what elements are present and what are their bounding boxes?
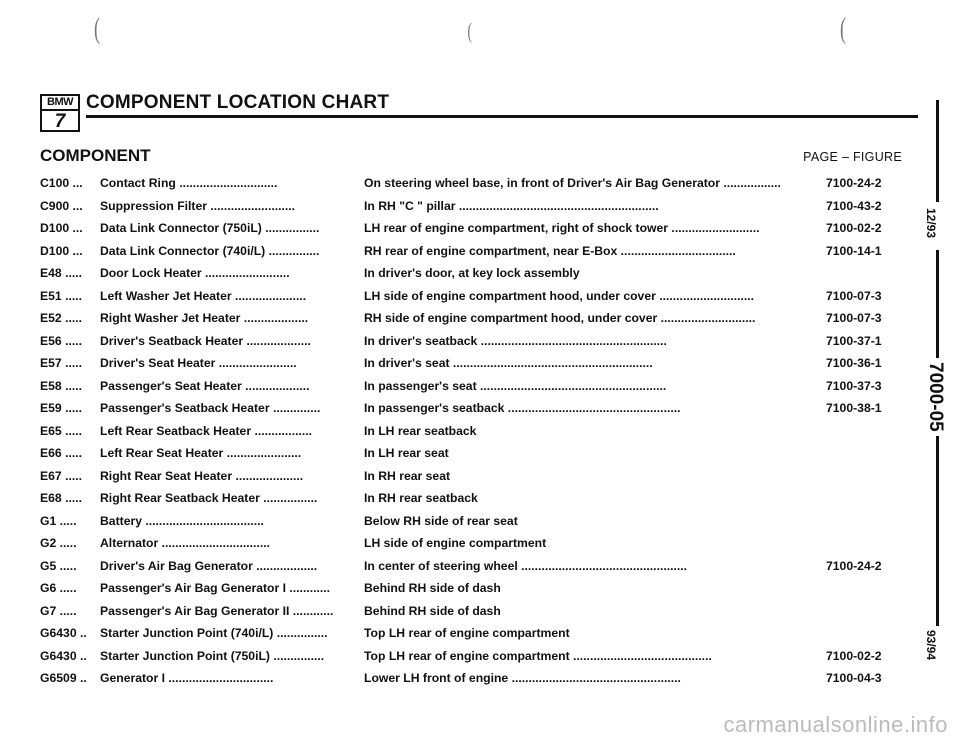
component-location: Top LH rear of engine compartment xyxy=(364,626,570,640)
component-name: Right Rear Seat Heater .................... xyxy=(100,468,304,483)
logo-number: 7 xyxy=(54,111,66,132)
component-name: Driver's Air Bag Generator .................. xyxy=(100,558,318,573)
component-name: Left Washer Jet Heater ..................... xyxy=(100,288,307,303)
page-figure: 7100-07-3 xyxy=(826,288,882,303)
logo-text: BMW xyxy=(42,96,78,111)
page-figure: 7100-02-2 xyxy=(826,648,882,663)
component-location: In passenger's seat ....................................................... xyxy=(364,378,667,393)
component-location: RH rear of engine compartment, near E-Box .................................. xyxy=(364,243,736,258)
component-code: G7 ..... xyxy=(40,603,77,618)
table-row xyxy=(0,469,960,491)
component-code: G1 ..... xyxy=(40,513,77,528)
component-name: Driver's Seatback Heater ................... xyxy=(100,333,311,348)
table-row xyxy=(0,401,960,423)
component-location: In driver's seat ........................................................... xyxy=(364,356,653,370)
component-name: Suppression Filter ......................... xyxy=(100,198,296,213)
component-name: Starter Junction Point (740i/L) ............... xyxy=(100,626,328,640)
component-code: E59 ..... xyxy=(40,401,83,415)
component-code: G5 ..... xyxy=(40,558,77,573)
component-name: Data Link Connector (750iL) ................ xyxy=(100,221,320,235)
page-figure: 7100-02-2 xyxy=(826,221,882,235)
component-code: G6509 .. xyxy=(40,671,87,685)
component-code: E56 ..... xyxy=(40,333,83,348)
component-location: In center of steering wheel ................................................. xyxy=(364,558,688,573)
component-code: E58 ..... xyxy=(40,378,83,393)
table-row xyxy=(0,199,960,221)
page-figure: 7100-37-1 xyxy=(826,333,882,348)
page-figure: 7100-24-2 xyxy=(826,558,882,573)
component-location: Behind RH side of dash xyxy=(364,603,501,618)
table-row xyxy=(0,514,960,536)
component-location: Behind RH side of dash xyxy=(364,581,501,595)
table-row xyxy=(0,536,960,558)
table-row xyxy=(0,671,960,693)
page-figure: 7100-14-1 xyxy=(826,243,882,258)
component-code: G6 ..... xyxy=(40,581,77,595)
scan-mark-right: ( xyxy=(840,12,846,45)
table-row xyxy=(0,311,960,333)
component-name: Door Lock Heater ......................... xyxy=(100,266,290,280)
component-code: G6430 .. xyxy=(40,626,87,640)
table-row xyxy=(0,491,960,513)
component-name: Alternator ................................ xyxy=(100,536,270,550)
component-code: E67 ..... xyxy=(40,468,83,483)
page-figure: 7100-37-3 xyxy=(826,378,882,393)
page-figure: 7100-04-3 xyxy=(826,671,882,685)
date-label-top: 12/93 xyxy=(924,208,938,239)
component-code: G2 ..... xyxy=(40,536,77,550)
component-code: G6430 .. xyxy=(40,648,87,663)
component-location: Top LH rear of engine compartment ......................................... xyxy=(364,648,712,663)
table-row xyxy=(0,176,960,198)
component-location: In RH rear seat xyxy=(364,468,451,483)
component-code: E65 ..... xyxy=(40,423,83,438)
component-name: Passenger's Seat Heater ................... xyxy=(100,378,310,393)
component-code: E66 ..... xyxy=(40,446,83,460)
table-row xyxy=(0,581,960,603)
component-name: Data Link Connector (740i/L) ............... xyxy=(100,243,320,258)
page-figure: 7100-38-1 xyxy=(826,401,882,415)
table-row xyxy=(0,221,960,243)
table-row xyxy=(0,649,960,671)
component-code: E68 ..... xyxy=(40,491,83,505)
title-rule xyxy=(86,115,918,118)
side-line xyxy=(936,250,939,358)
component-name: Starter Junction Point (750iL) ............... xyxy=(100,648,325,663)
page-figure: 7100-36-1 xyxy=(826,356,882,370)
table-row xyxy=(0,334,960,356)
component-name: Left Rear Seat Heater ...................... xyxy=(100,446,302,460)
component-location: RH side of engine compartment hood, under cover ............................ xyxy=(364,311,756,325)
component-name: Contact Ring ............................. xyxy=(100,176,278,190)
date-label-bottom: 93/94 xyxy=(924,630,938,661)
component-location: In LH rear seatback xyxy=(364,423,477,438)
table-row xyxy=(0,626,960,648)
component-location: In driver's door, at key lock assembly xyxy=(364,266,580,280)
page-title: COMPONENT LOCATION CHART xyxy=(86,92,390,113)
side-line xyxy=(936,436,939,626)
table-row xyxy=(0,446,960,468)
component-name: Left Rear Seatback Heater ................. xyxy=(100,423,313,438)
component-name: Battery ................................... xyxy=(100,513,264,528)
component-location: LH side of engine compartment hood, under cover ............................ xyxy=(364,288,755,303)
component-location: In passenger's seatback ................................................... xyxy=(364,401,681,415)
scan-mark-left: ( xyxy=(94,12,100,45)
table-row xyxy=(0,244,960,266)
page-figure: 7100-07-3 xyxy=(826,311,882,325)
page-figure: 7100-43-2 xyxy=(826,198,882,213)
component-location: In LH rear seat xyxy=(364,446,449,460)
page-figure: 7100-24-2 xyxy=(826,176,882,190)
component-name: Driver's Seat Heater ....................... xyxy=(100,356,297,370)
page-figure-heading: PAGE – FIGURE xyxy=(803,150,902,164)
section-number: 7000-05 xyxy=(925,362,946,432)
table-row xyxy=(0,379,960,401)
component-name: Generator I ............................... xyxy=(100,671,274,685)
table-row xyxy=(0,604,960,626)
component-heading: COMPONENT xyxy=(40,146,151,165)
component-code: E52 ..... xyxy=(40,311,83,325)
component-location: In driver's seatback ....................................................... xyxy=(364,333,667,348)
component-code: E57 ..... xyxy=(40,356,83,370)
component-code: E51 ..... xyxy=(40,288,83,303)
component-location: Lower LH front of engine .................................................. xyxy=(364,671,681,685)
component-location: LH side of engine compartment xyxy=(364,536,547,550)
component-code: C100 ... xyxy=(40,176,83,190)
bmw-logo xyxy=(40,94,80,132)
sidebar-tab xyxy=(922,100,952,700)
component-location: Below RH side of rear seat xyxy=(364,513,518,528)
component-code: E48 ..... xyxy=(40,266,83,280)
component-name: Right Rear Seatback Heater ................ xyxy=(100,491,318,505)
component-location: On steering wheel base, in front of Driver's Air Bag Generator ................. xyxy=(364,176,781,190)
table-row xyxy=(0,356,960,378)
component-name: Passenger's Air Bag Generator I ............ xyxy=(100,581,331,595)
table-row xyxy=(0,424,960,446)
component-location: In RH rear seatback xyxy=(364,491,478,505)
table-row xyxy=(0,559,960,581)
component-code: C900 ... xyxy=(40,198,83,213)
scan-mark-center: ( xyxy=(467,18,472,43)
side-line xyxy=(936,100,939,202)
table-row xyxy=(0,289,960,311)
component-name: Passenger's Air Bag Generator II ............ xyxy=(100,603,334,618)
component-location: LH rear of engine compartment, right of shock tower .......................... xyxy=(364,221,760,235)
component-code: D100 ... xyxy=(40,243,83,258)
component-name: Right Washer Jet Heater ................... xyxy=(100,311,309,325)
watermark: carmanualsonline.info xyxy=(723,712,948,737)
component-location: In RH "C " pillar ........................................................... xyxy=(364,198,659,213)
table-row xyxy=(0,266,960,288)
component-code: D100 ... xyxy=(40,221,83,235)
component-name: Passenger's Seatback Heater .............. xyxy=(100,401,321,415)
